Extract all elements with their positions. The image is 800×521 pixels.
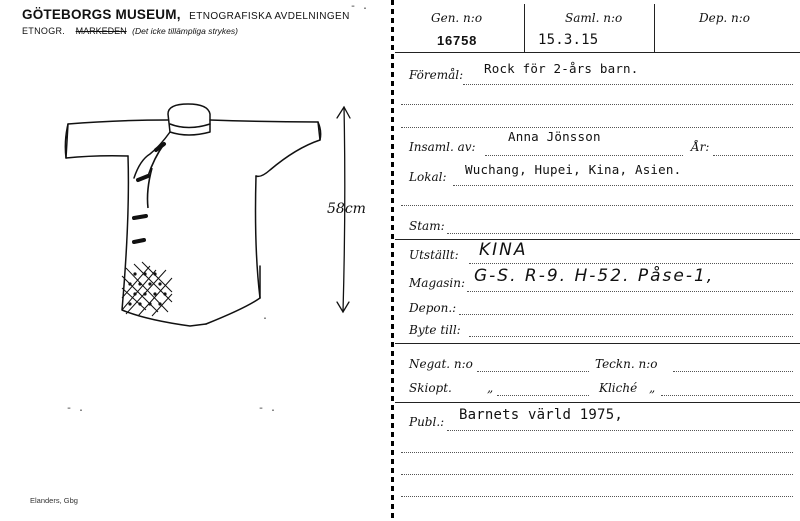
insaml-value: Anna Jönsson xyxy=(508,129,601,144)
measurement-label: 58cm xyxy=(327,201,366,217)
corner-tick: . xyxy=(262,312,269,323)
depon-label: Depon.: xyxy=(409,301,457,315)
saml-label: Saml. n:o xyxy=(565,11,623,25)
dotted-line xyxy=(447,430,793,431)
foremal-label: Föremål: xyxy=(409,68,464,82)
kliche-ditto: „ xyxy=(649,381,656,395)
strike-note: (Det icke tillämpliga strykes) xyxy=(132,26,238,36)
skiopt-label: Skiopt. xyxy=(409,381,452,395)
dotted-line xyxy=(469,336,793,337)
dotted-line xyxy=(453,185,793,186)
column-separator xyxy=(654,4,655,52)
negat-label: Negat. n:o xyxy=(409,357,473,371)
dotted-line xyxy=(401,496,793,497)
kliche-label: Kliché xyxy=(599,381,638,395)
magasin-value: G-S. R-9. H-52. Påse-1, xyxy=(474,266,715,286)
column-separator xyxy=(524,4,525,52)
museum-header xyxy=(22,6,350,24)
corner-tick: - . xyxy=(66,404,85,415)
section-rule xyxy=(395,402,800,403)
gen-number: 16758 xyxy=(437,33,478,48)
dotted-line xyxy=(463,84,793,85)
ar-label: År: xyxy=(691,140,710,154)
corner-tick: - . xyxy=(258,404,277,415)
lokal-label: Lokal: xyxy=(409,170,447,184)
collection-line xyxy=(22,26,238,36)
utstallt-label: Utställt: xyxy=(409,248,459,262)
dotted-line xyxy=(447,233,793,234)
struck-word: MARKEDEN xyxy=(75,26,127,36)
card-divider xyxy=(391,0,394,521)
dotted-line xyxy=(661,395,793,396)
dotted-line xyxy=(485,155,683,156)
dotted-line xyxy=(467,291,793,292)
dotted-line xyxy=(401,127,793,128)
header-rule xyxy=(395,52,800,53)
corner-tick: - . xyxy=(350,2,369,13)
dotted-line xyxy=(401,474,793,475)
dotted-line xyxy=(477,371,589,372)
collection-label: ETNOGR. xyxy=(22,26,66,36)
dotted-line xyxy=(497,395,589,396)
dotted-line xyxy=(401,205,793,206)
skiopt-ditto: „ xyxy=(487,381,494,395)
byte-label: Byte till: xyxy=(409,323,461,337)
dotted-line xyxy=(459,314,793,315)
dotted-line xyxy=(713,155,793,156)
dep-label: Dep. n:o xyxy=(699,11,751,25)
garment-sketch xyxy=(56,98,326,338)
foremal-value: Rock för 2-års barn. xyxy=(484,61,639,76)
utstallt-value: KINA xyxy=(479,240,528,260)
dotted-line xyxy=(469,263,793,264)
section-rule xyxy=(395,239,800,240)
teckn-label: Teckn. n:o xyxy=(595,357,658,371)
saml-number: 15.3.15 xyxy=(538,32,599,48)
insaml-label: Insaml. av: xyxy=(409,140,476,154)
printer-imprint: Elanders, Gbg xyxy=(30,496,78,505)
magasin-label: Magasin: xyxy=(409,276,466,290)
dotted-line xyxy=(673,371,793,372)
lokal-value: Wuchang, Hupei, Kina, Asien. xyxy=(465,162,682,177)
dotted-line xyxy=(401,104,793,105)
catalog-card xyxy=(395,0,800,521)
publ-label: Publ.: xyxy=(409,415,445,429)
gen-label: Gen. n:o xyxy=(431,11,483,25)
publ-value: Barnets värld 1975, xyxy=(459,407,623,423)
department-name: ETNOGRAFISKA AVDELNINGEN xyxy=(189,11,350,22)
section-rule xyxy=(395,343,800,344)
dotted-line xyxy=(401,452,793,453)
museum-name: GÖTEBORGS MUSEUM, xyxy=(22,7,181,22)
stam-label: Stam: xyxy=(409,219,445,233)
